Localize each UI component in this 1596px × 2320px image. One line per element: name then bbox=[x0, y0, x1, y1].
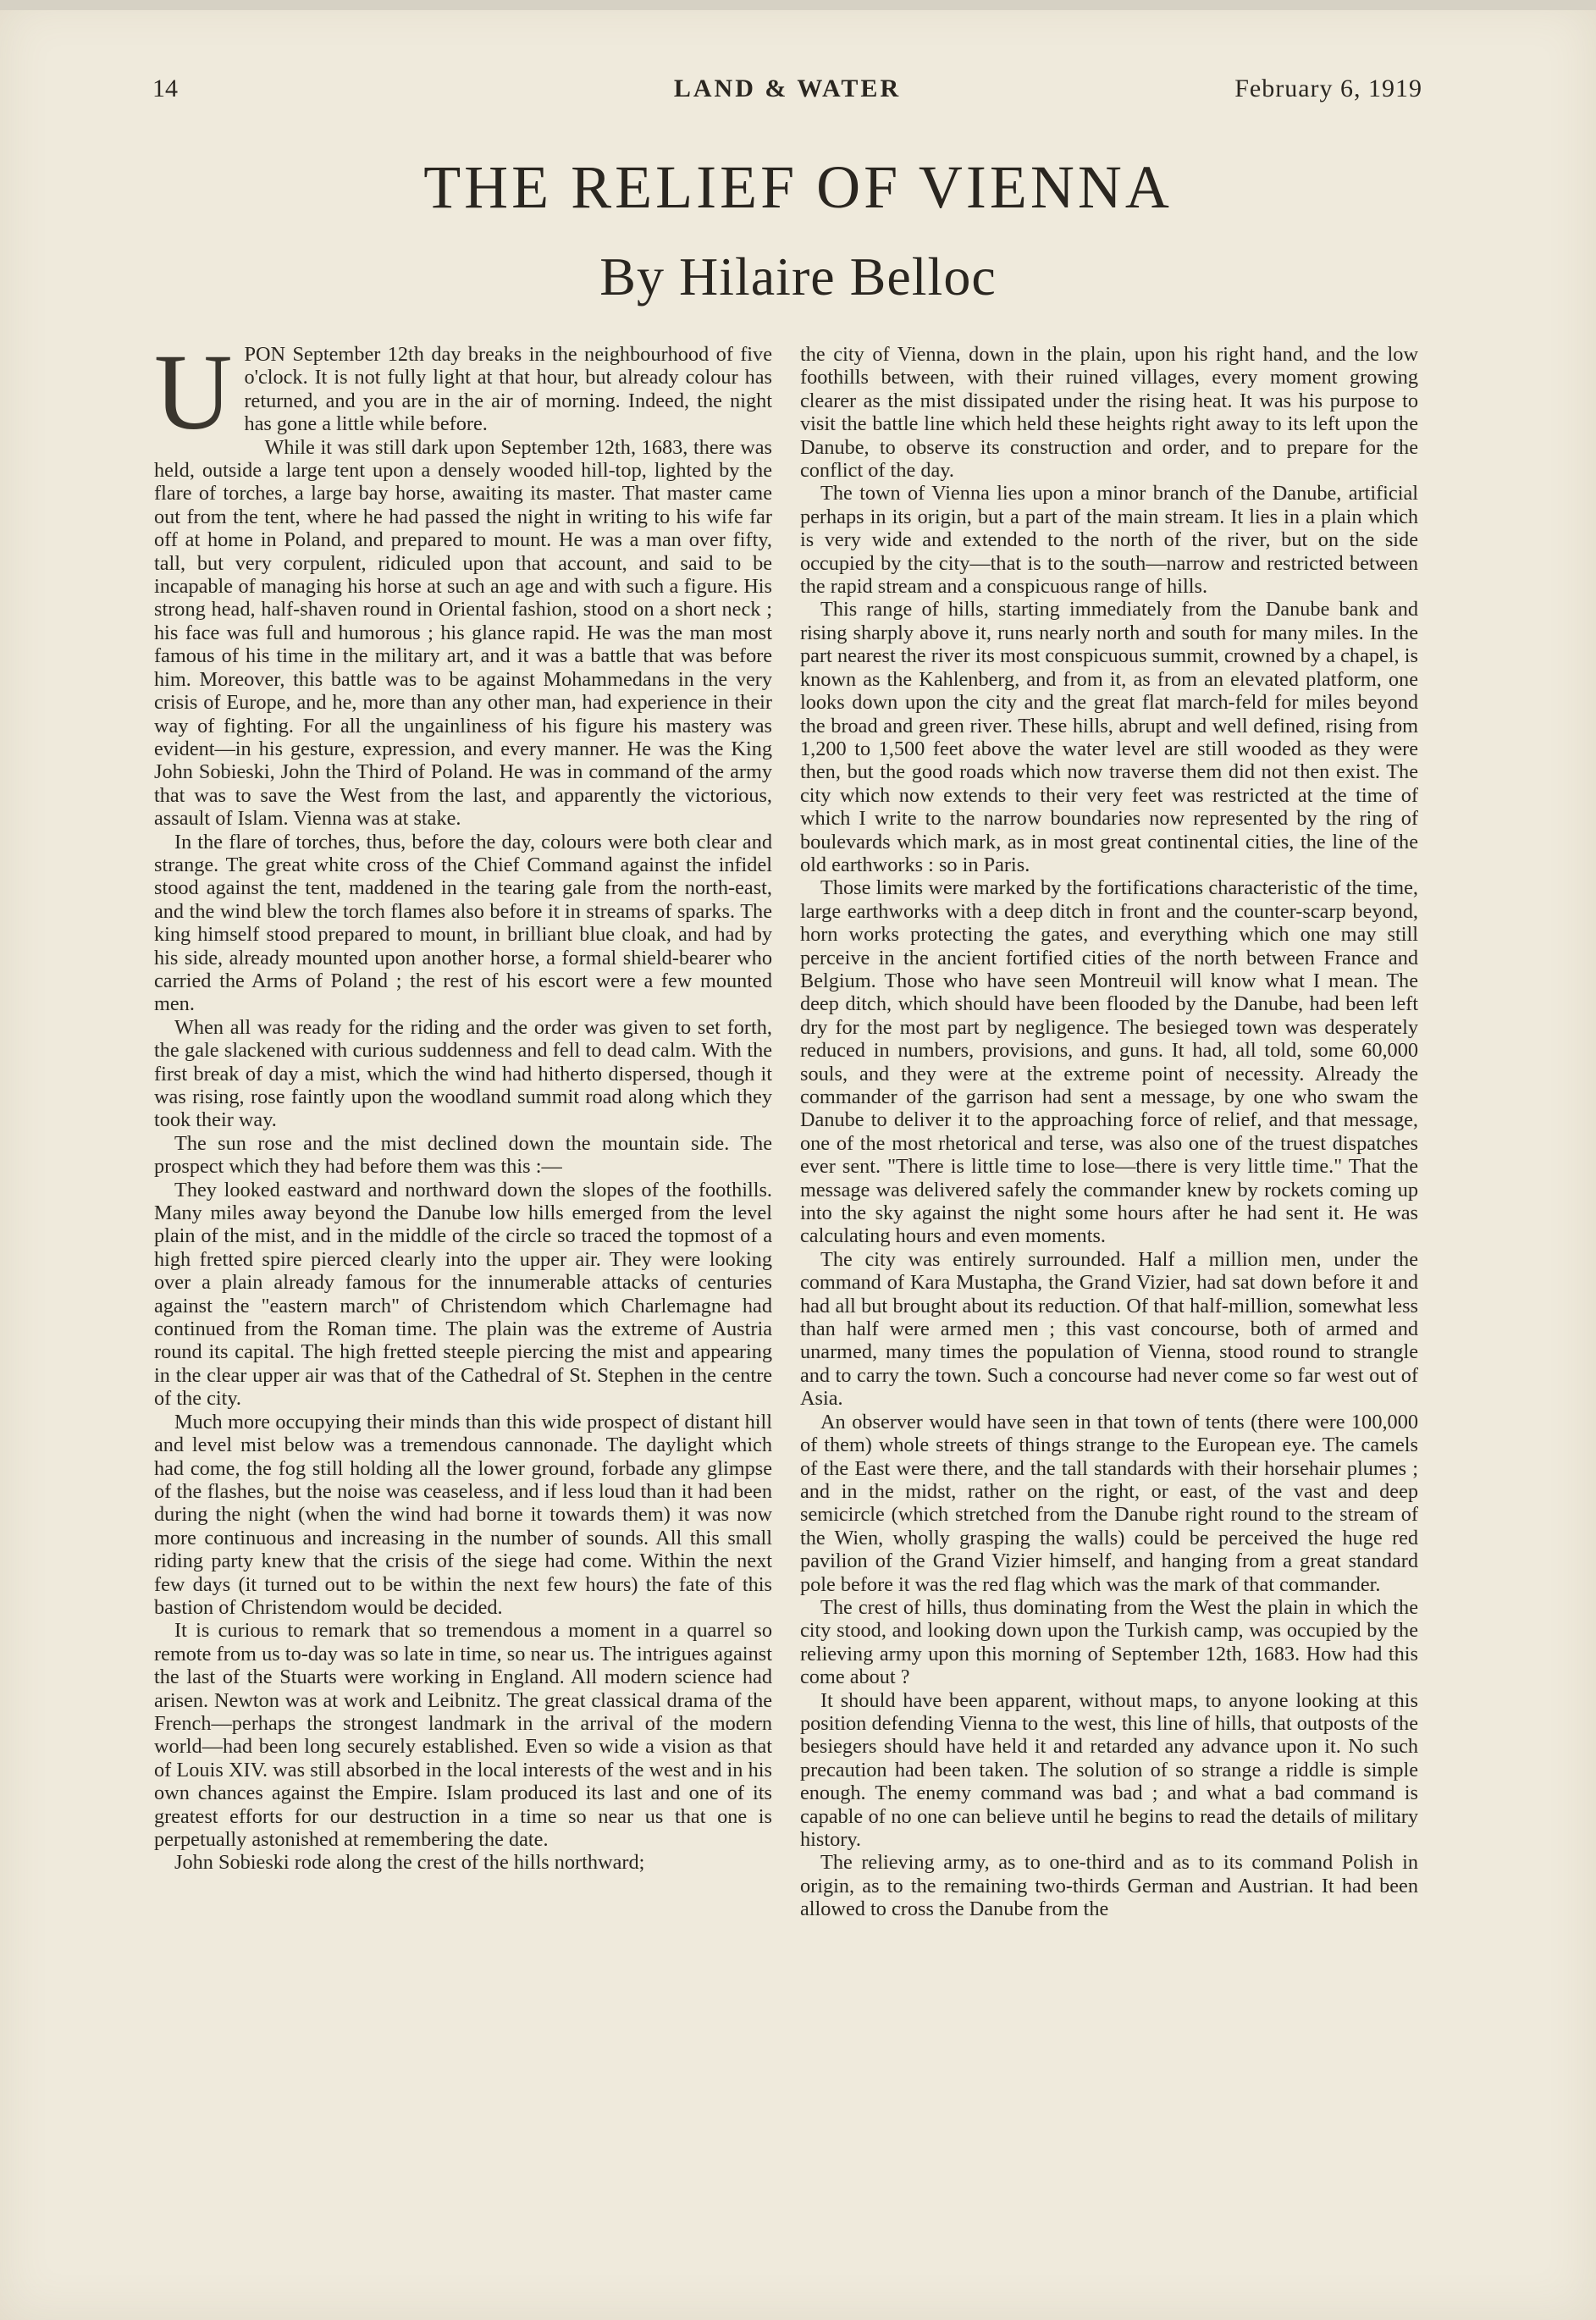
paragraph: They looked eastward and northward down the slopes of the foothills. Many miles away beyond the Danube low hills emerged from the level plain of the mist, and in the middle of the circle so traced the topmost of a high fretted spire pierced clearly into the upper air. They were looking over a plain already famous for the innumerable attacks of centuries against the "eastern march" of Christendom which Charlemagne had continued from the Roman time. The plain was the extreme of Austria round its capital. The high fretted steeple piercing the mist and appearing in the clear upper air was that of the Cathedral of St. Stephen in the centre of the city. bbox=[154, 1178, 772, 1411]
paragraph: The relieving army, as to one-third and as to its command Polish in origin, as to the remaining two-thirds German and Austrian. It had been allowed to cross the Danube from the bbox=[800, 1851, 1418, 1921]
scan-edge bbox=[0, 0, 1596, 10]
paragraph bbox=[154, 343, 772, 452]
page-number: 14 bbox=[152, 75, 178, 102]
paragraph: The town of Vienna lies upon a minor branch of the Danube, artificial perhaps in its origin, but a part of the main stream. It lies in a plain which is very wide and extended to the north of the river, but on the side occupied by the city—that is to the south—narrow and restricted between the rapid stream and a conspicuous range of hills. bbox=[800, 482, 1418, 599]
paragraph: John Sobieski rode along the crest of the hills northward; bbox=[174, 1851, 645, 1875]
paragraph: Much more occupying their minds than this wide prospect of distant hill and level mist below was a tremendous cannonade. The daylight which had come, the fog still holding all the lower ground, forbade any glimpse of the flashes, but the noise was ceaseless, and if less loud than it had been during the night (when the wind had borne it towards them) it was now more continuous and increasing in the number of sounds. All this small riding party knew that the crisis of the siege had come. Within the next few days (it turned out to be within the next few hours) the fate of this bastion of Christendom would be decided. bbox=[154, 1410, 772, 1619]
paragraph: The crest of hills, thus dominating from the West the plain in which the city stood, and looking down upon the Turkish camp, was occupied by the relieving army upon this morning of September 12th, 1683. How had this come about ? bbox=[800, 1595, 1418, 1689]
paragraph: It is curious to remark that so tremendous a moment in a quarrel so remote from us to-day was so late in time, so near us. The intrigues against the last of the Stuarts were working in England. All modern science had arisen. Newton was at work and Leibnitz. The great classical drama of the French—perhaps the strongest landmark in the arrival of the modern world—had been long securely established. Even so wide a vision as that of Louis XIV. was still absorbed in the local interests of the west and in his own chances against the Empire. Islam produced its last and one of its greatest efforts for our destruction in a time so near us that one is perpetually astonished at remembering the date. bbox=[154, 1619, 772, 1851]
paragraph: It should have been apparent, without maps, to anyone looking at this position defending Vienna to the west, this line of hills, that outposts of the besiegers should have held it and retarded any advance upon it. No such precaution had been taken. The solution of so strange a riddle is simple enough. The enemy command was bad ; and what a bad command is capable of no one can believe until he begins to read the details of military history. bbox=[800, 1688, 1418, 1851]
paragraph: The sun rose and the mist declined down the mountain side. The prospect which they had before them was this :— bbox=[154, 1131, 772, 1179]
paragraph: An observer would have seen in that town of tents (there were 100,000 of them) whole streets of things strange to the European eye. The camels of the East were there, and the tall standards with their horsehair plumes ; and in the midst, rather on the right, or east, of the vast and deep semicircle (which stretched from the Danube right round to the stream of the Wien, wholly grasping the walls) could be perceived the huge red pavilion of the Grand Vizier himself, and hanging from a great standard pole before it was the red flag which was the mark of that commander. bbox=[800, 1410, 1418, 1596]
paragraph: When all was ready for the riding and the order was given to set forth, the gale slackened with curious suddenness and fell to dead calm. With the first break of day a mist, which the wind had hitherto dispersed, though it was rising, rose faintly upon the woodland summit road along which they took their way. bbox=[154, 1015, 772, 1132]
paragraph: This range of hills, starting immediately from the Danube bank and rising sharply above it, runs nearly north and south for many miles. In the part nearest the river its most conspicuous summit, crowned by a chapel, is known as the Kahlenberg, and from it, as from an elevated platform, one looks down upon the city and the great flat march-feld for miles beyond the broad and green river. These hills, abrupt and well defined, rising from 1,200 to 1,500 feet above the water level are still wooded as they were then, but the good roads which now traverse them did not then exist. The city which now extends to their very feet was restricted at the time of which I write to the narrow boundaries now represented by the ring of boulevards which mark, as in most great continental cities, the line of the old earthworks : so in Paris. bbox=[800, 598, 1418, 876]
paragraph: In the flare of torches, thus, before the day, colours were both clear and strange. The great white cross of the Chief Command against the infidel stood against the tent, maddened in the tearing gale from the north-east, and the wind blew the torch flames also before it in streams of sparks. The king himself stood prepared to mount, in brilliant blue cloak, and had by his side, already mounted upon another horse, a formal shield-bearer who carried the Arms of Poland ; the rest of his escort were a few mounted men. bbox=[154, 830, 772, 1016]
byline: By Hilaire Belloc bbox=[599, 246, 997, 307]
issue-date: February 6, 1919 bbox=[1234, 75, 1422, 102]
running-head bbox=[152, 75, 1422, 112]
paragraph: Those limits were marked by the fortifications characteristic of the time, large earthworks with a deep ditch in front and the counter-scarp beyond, horn works protecting the gates, and everything which one may still perceive in the ancient fortified cities of the north between France and Belgium. Those who have seen Montreuil will know what I mean. The deep ditch, which should have been flooded by the Danube, had been left dry for the most part by negligence. The besieged town was desperately reduced in numbers, provisions, and guns. It had, all told, some 60,000 souls, and they were at the extreme point of necessity. Already the commander of the garrison had sent a message, by one who swam the Danube to deliver it to the approaching force of relief, and that message, one of the most rhetorical and terse, was also one of the truest dispatches ever sent. "There is little time to lose—there is very little time." That the message was delivered safely the commander knew by rockets coming up into the sky against the night some hours after he had sent it. He was calculating hours and even moments. bbox=[800, 876, 1418, 1248]
drop-cap: U bbox=[154, 343, 233, 452]
paragraph: The city was entirely surrounded. Half a million men, under the command of Kara Mustapha, the Grand Vizier, had sat down before it and had all but brought about its reduction. Of that half-million, somewhat less than half were armed men ; this vast concourse, both of armed and unarmed, many times the population of Vienna, stood round to strangle and to carry the town. Such a concourse had never come so far west out of Asia. bbox=[800, 1247, 1418, 1411]
right-column bbox=[800, 343, 1418, 2256]
paragraph: the city of Vienna, down in the plain, upon his right hand, and the low foothills between, with their ruined villages, every moment growing clearer as the mist dissipated under the rising heat. It was his purpose to visit the battle line which held these heights right away to its left upon the Danube, to observe its construction and order, and to prepare for the conflict of the day. bbox=[800, 343, 1418, 483]
left-column bbox=[154, 343, 772, 2256]
article-title: THE RELIEF OF VIENNA bbox=[423, 153, 1173, 221]
paragraph: While it was still dark upon September 12th, 1683, there was held, outside a large tent upon a densely wooded hill-top, lighted by the flare of torches, a large bay horse, awaiting its master. That master came out from the tent, where he had passed the night in writing to his wife far off at home in Poland, and prepared to mount. He was a man over fifty, tall, but very corpulent, ridiculed upon that account, and said to be incapable of managing his horse at such an age and with such a figure. His strong head, half-shaven round in Oriental fashion, stood on a short neck ; his face was full and humorous ; his glance rapid. He was the man most famous of his time in the military art, and it was a battle that was before him. Moreover, this battle was to be against Mohammedans in the very crisis of Europe, and he, more than any other man, had experience in their way of fighting. For all the ungainliness of his figure his mastery was evident—in his gesture, expression, and every manner. He was the King John Sobieski, John the Third of Poland. He was in command of the army that was to save the West from the last, and apparently the victorious, assault of Islam. Vienna was at stake. bbox=[154, 435, 772, 831]
journal-name: LAND & WATER bbox=[673, 75, 902, 102]
paragraph-text: PON September 12th day breaks in the neighbourhood of five o'clock. It is not fully light at that hour, but already colour has returned, and you are in the air of morning. Indeed, the night has gone a little while before. bbox=[244, 343, 772, 436]
